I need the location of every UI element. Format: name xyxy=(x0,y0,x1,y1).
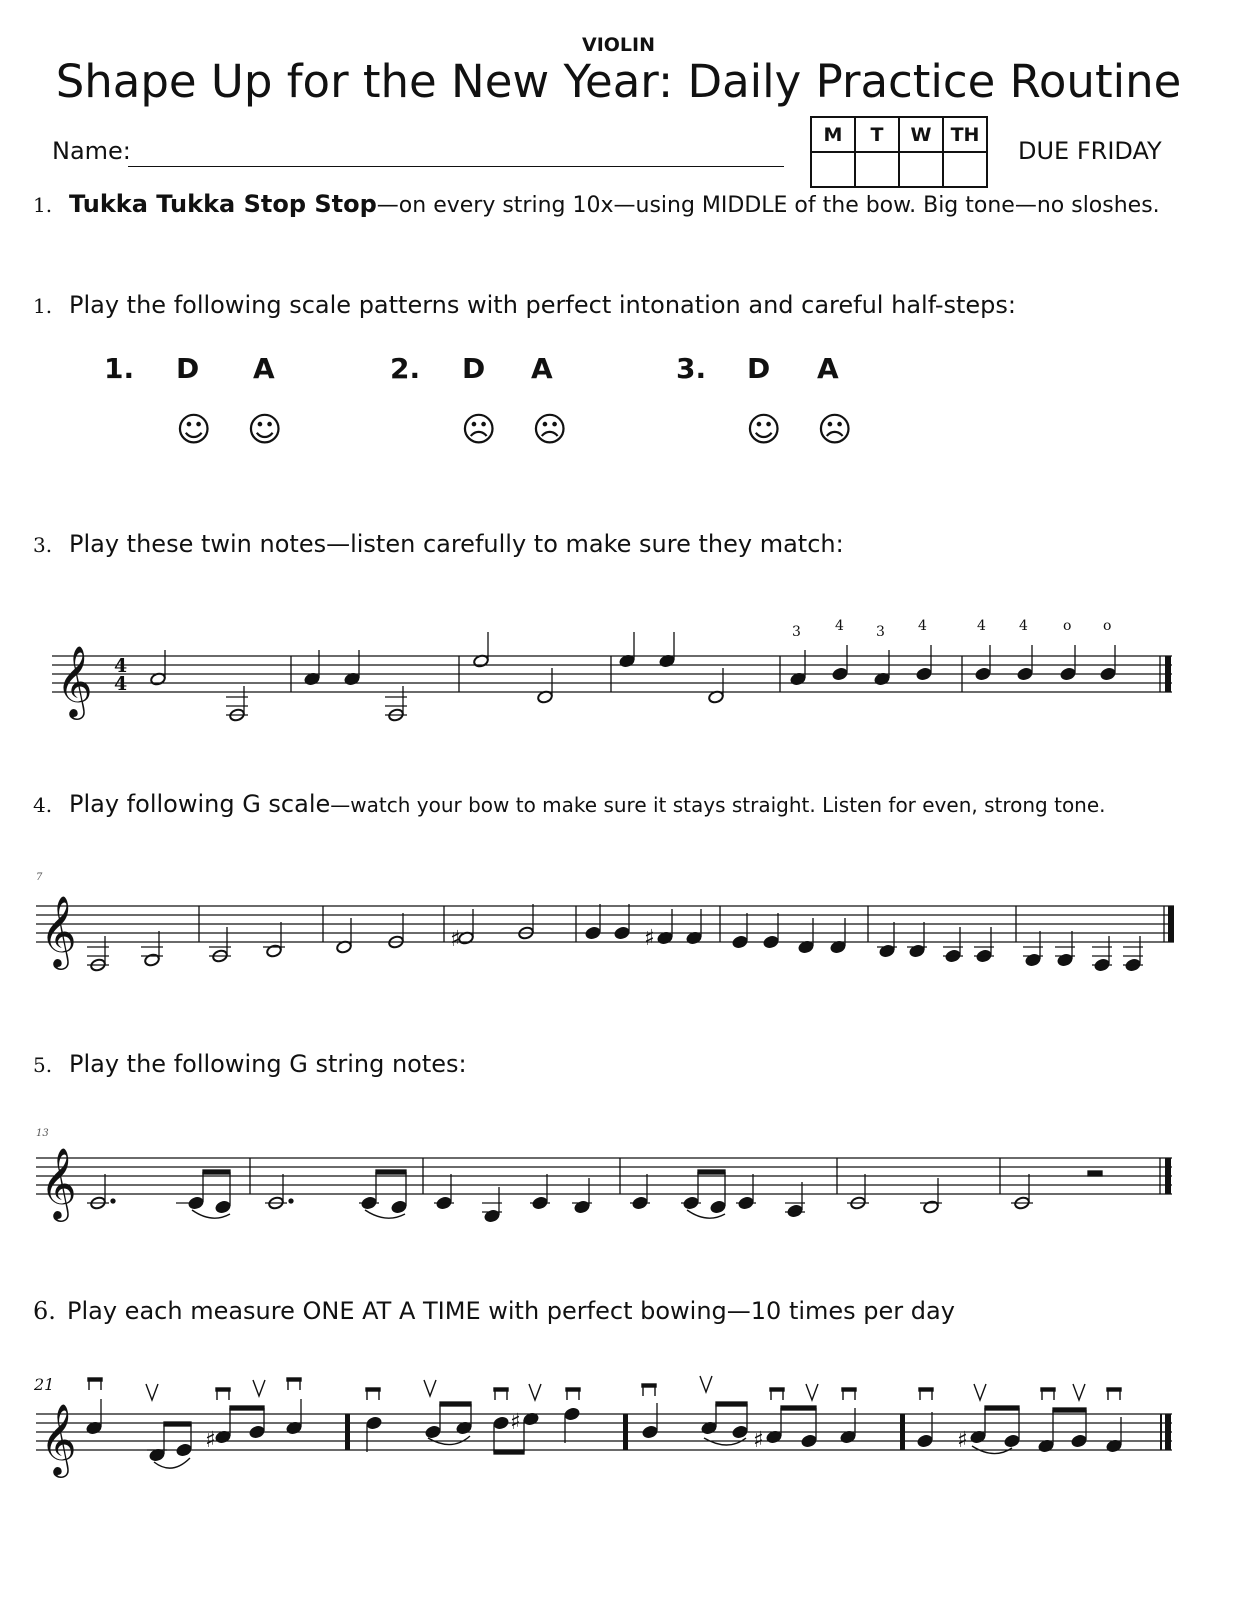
svg-text:♯: ♯ xyxy=(510,1410,521,1435)
day-check-th[interactable] xyxy=(943,152,987,187)
smile-face-icon: ☺ xyxy=(746,410,782,450)
down-bow-icon xyxy=(216,1388,230,1400)
item-2-text: Play the following scale patterns with perfect intonation and careful half-steps: xyxy=(69,291,1016,319)
up-bow-icon xyxy=(806,1384,818,1400)
string-label: A xyxy=(531,352,553,385)
due-label: DUE FRIDAY xyxy=(1018,137,1162,165)
item-number: 1. xyxy=(33,294,53,318)
string-label: D xyxy=(747,352,771,385)
item-5 xyxy=(33,1050,467,1078)
svg-text:4: 4 xyxy=(835,618,844,634)
svg-text:4: 4 xyxy=(1019,618,1028,634)
item-4-text: Play following G scale xyxy=(69,790,331,818)
svg-text:3: 3 xyxy=(876,624,885,640)
half-rest-icon xyxy=(1088,1171,1102,1176)
notes xyxy=(87,1170,1102,1223)
item-6 xyxy=(33,1297,955,1325)
time-signature-bottom: 4 xyxy=(114,673,128,695)
item-1-text: —on every string 10x—using MIDDLE of the bow. Big tone—no sloshes. xyxy=(376,193,1160,218)
staff-lines xyxy=(52,656,1172,692)
pattern-number: 3. xyxy=(676,352,707,385)
staff-bowing xyxy=(0,1370,1237,1490)
page-title: Shape Up for the New Year: Daily Practice Routine xyxy=(55,55,1182,108)
smile-face-icon: ☺ xyxy=(247,410,283,450)
item-4-small-text: —watch your bow to make sure it stays straight. Listen for even, strong tone. xyxy=(330,793,1106,817)
day-header-w: W xyxy=(899,117,943,152)
down-bow-icon xyxy=(919,1388,933,1400)
item-6-text: Play each measure ONE AT A TIME with perfect bowing—10 times per day xyxy=(67,1297,955,1325)
day-check-w[interactable] xyxy=(899,152,943,187)
treble-clef-icon: 𝄞 xyxy=(56,644,93,717)
instrument-label: VIOLIN xyxy=(581,34,655,56)
treble-clef-icon: 𝄞 xyxy=(40,894,77,967)
svg-text:3: 3 xyxy=(792,624,801,640)
string-label: A xyxy=(817,352,839,385)
down-bow-icon xyxy=(88,1378,102,1390)
practice-day-table xyxy=(810,116,988,188)
item-3-text: Play these twin notes—listen carefully to make sure they match: xyxy=(69,530,844,558)
svg-text:4: 4 xyxy=(977,618,986,634)
down-bow-icon xyxy=(1041,1388,1055,1400)
day-check-m[interactable] xyxy=(811,152,855,187)
notes xyxy=(86,1399,1123,1468)
svg-text:o: o xyxy=(1063,618,1072,634)
up-bow-icon xyxy=(974,1384,986,1400)
up-bow-icon xyxy=(253,1380,265,1396)
frown-face-icon: ☹ xyxy=(817,410,853,450)
final-barline xyxy=(1165,656,1171,692)
down-bow-icon xyxy=(366,1388,380,1400)
pattern-number: 1. xyxy=(104,352,135,385)
down-bow-icon xyxy=(1107,1388,1121,1400)
day-header-th: TH xyxy=(943,117,987,152)
item-number: 1. xyxy=(33,193,53,217)
up-bow-icon xyxy=(146,1384,158,1400)
item-number: 5. xyxy=(33,1053,53,1077)
frown-face-icon: ☹ xyxy=(461,410,497,450)
name-label: Name: xyxy=(52,137,131,165)
staff-twin-notes xyxy=(0,610,1237,740)
item-1-bold: Tukka Tukka Stop Stop xyxy=(69,190,377,218)
pattern-number: 2. xyxy=(390,352,421,385)
staff-g-scale xyxy=(0,866,1237,986)
item-number: 4. xyxy=(33,793,53,817)
down-bow-icon xyxy=(494,1388,508,1400)
item-3 xyxy=(33,530,844,558)
svg-text:♯: ♯ xyxy=(450,927,461,952)
treble-clef-icon: 𝄞 xyxy=(40,1402,77,1475)
string-label: A xyxy=(253,352,275,385)
final-barline xyxy=(1165,1414,1171,1450)
svg-text:♯: ♯ xyxy=(205,1428,216,1453)
name-field-line[interactable] xyxy=(128,166,784,167)
svg-text:♯: ♯ xyxy=(753,1428,764,1453)
string-label: D xyxy=(462,352,486,385)
staff-g-string xyxy=(0,1126,1237,1236)
treble-clef-icon: 𝄞 xyxy=(40,1146,77,1219)
bowing-marks xyxy=(88,1376,1121,1400)
up-bow-icon xyxy=(700,1376,712,1392)
final-barline xyxy=(1168,906,1174,942)
time-signature-top: 4 xyxy=(114,655,128,677)
item-number: 6. xyxy=(33,1297,56,1325)
svg-text:4: 4 xyxy=(918,618,927,634)
day-header-t: T xyxy=(855,117,899,152)
up-bow-icon xyxy=(424,1380,436,1396)
svg-text:o: o xyxy=(1103,618,1112,634)
svg-text:♯: ♯ xyxy=(644,926,655,951)
measure-number: 7 xyxy=(36,872,43,883)
day-check-t[interactable] xyxy=(855,152,899,187)
string-label: D xyxy=(176,352,200,385)
item-number: 3. xyxy=(33,533,53,557)
measure-number: 21 xyxy=(34,1375,55,1394)
notes xyxy=(150,632,1117,722)
down-bow-icon xyxy=(287,1378,301,1390)
frown-face-icon: ☹ xyxy=(532,410,568,450)
down-bow-icon xyxy=(770,1388,784,1400)
notes xyxy=(87,904,1143,972)
day-header-m: M xyxy=(811,117,855,152)
staff-lines xyxy=(36,906,1174,942)
item-5-text: Play the following G string notes: xyxy=(69,1050,467,1078)
item-1 xyxy=(33,190,1160,218)
down-bow-icon xyxy=(566,1388,580,1400)
measure-number: 13 xyxy=(36,1128,49,1139)
down-bow-icon xyxy=(642,1384,656,1396)
svg-text:♯: ♯ xyxy=(957,1428,968,1453)
staff-lines xyxy=(36,1158,1172,1194)
fingerings xyxy=(792,618,1111,640)
final-barline xyxy=(1165,1158,1171,1194)
item-4 xyxy=(33,790,1106,818)
up-bow-icon xyxy=(1073,1384,1085,1400)
up-bow-icon xyxy=(529,1384,541,1400)
item-2 xyxy=(33,291,1016,319)
down-bow-icon xyxy=(842,1388,856,1400)
smile-face-icon: ☺ xyxy=(176,410,212,450)
